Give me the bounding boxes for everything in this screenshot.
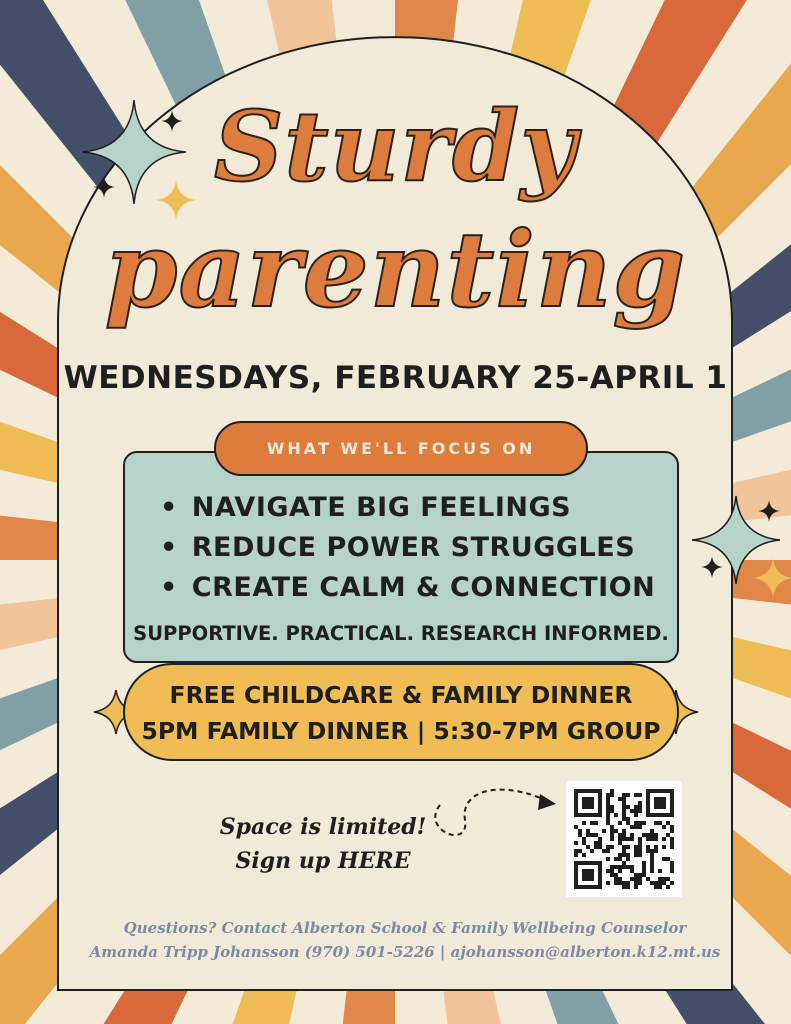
qr-module: [622, 861, 626, 865]
qr-module: [658, 885, 662, 889]
qr-module: [654, 845, 658, 849]
qr-module: [642, 821, 646, 825]
qr-module: [586, 845, 590, 849]
qr-module: [606, 845, 610, 849]
qr-module: [670, 825, 674, 829]
qr-module: [650, 881, 654, 885]
qr-module: [610, 845, 614, 849]
qr-module: [622, 833, 626, 837]
qr-module: [606, 817, 610, 821]
qr-module: [654, 881, 658, 885]
qr-module: [618, 869, 622, 873]
qr-module: [626, 881, 630, 885]
qr-module: [650, 849, 654, 853]
qr-module: [634, 881, 638, 885]
qr-module: [618, 833, 622, 837]
qr-module: [606, 849, 610, 853]
qr-module: [650, 829, 654, 833]
qr-module: [638, 837, 642, 841]
qr-module: [606, 801, 610, 805]
qr-module: [582, 837, 586, 841]
qr-module: [578, 833, 582, 837]
focus-item: • CREATE CALM & CONNECTION: [160, 568, 655, 608]
qr-module: [638, 853, 642, 857]
qr-module: [642, 873, 646, 877]
qr-module: [634, 873, 638, 877]
qr-module: [662, 881, 666, 885]
qr-module: [606, 857, 610, 861]
qr-module: [582, 869, 594, 881]
qr-module: [634, 853, 638, 857]
qr-module: [626, 817, 630, 821]
qr-module: [666, 857, 670, 861]
qr-module: [642, 833, 646, 837]
qr-module: [622, 853, 626, 857]
qr-module: [622, 817, 626, 821]
qr-module: [594, 845, 598, 849]
qr-module: [630, 865, 634, 869]
qr-module: [634, 849, 638, 853]
qr-module: [634, 877, 638, 881]
qr-module: [606, 809, 610, 813]
qr-module: [626, 857, 630, 861]
qr-module: [622, 829, 626, 833]
contact-line-1: Questions? Contact Alberton School & Family Wellbeing Counselor: [123, 919, 687, 937]
qr-module: [650, 861, 654, 865]
qr-module: [650, 833, 654, 837]
qr-module: [650, 853, 654, 857]
qr-module: [622, 881, 626, 885]
qr-module: [670, 837, 674, 841]
qr-module: [610, 789, 614, 793]
qr-module: [606, 813, 610, 817]
qr-module: [614, 881, 618, 885]
qr-module: [630, 877, 634, 881]
qr-module: [658, 881, 662, 885]
qr-module: [638, 793, 642, 797]
signup-line-1: Space is limited!: [219, 814, 427, 840]
qr-module: [606, 821, 610, 825]
qr-module: [602, 829, 606, 833]
qr-module: [626, 865, 630, 869]
qr-module: [638, 805, 642, 809]
qr-code-icon[interactable]: [566, 781, 682, 897]
dinner-line-1: FREE CHILDCARE & FAMILY DINNER: [169, 681, 633, 709]
qr-module: [662, 877, 666, 881]
title-line-2: parenting: [104, 208, 687, 331]
qr-module: [614, 873, 618, 877]
qr-module: [626, 853, 630, 857]
qr-module: [590, 849, 594, 853]
qr-module: [610, 825, 614, 829]
qr-module: [634, 821, 638, 825]
qr-module: [642, 869, 646, 873]
qr-module: [630, 825, 634, 829]
qr-module: [650, 857, 654, 861]
qr-module: [670, 865, 674, 869]
qr-module: [634, 885, 638, 889]
focus-list: [160, 488, 655, 608]
qr-module: [594, 821, 598, 825]
qr-module: [634, 825, 638, 829]
qr-module: [670, 861, 674, 865]
focus-item: • REDUCE POWER STRUGGLES: [160, 528, 655, 568]
qr-module: [618, 841, 622, 845]
qr-module: [638, 881, 642, 885]
qr-module: [610, 793, 614, 797]
qr-module: [622, 797, 626, 801]
qr-module: [650, 865, 654, 869]
signup-text[interactable]: [203, 810, 443, 878]
qr-module: [606, 869, 610, 873]
qr-module: [614, 865, 618, 869]
qr-module: [622, 793, 626, 797]
qr-module: [622, 837, 626, 841]
qr-module: [634, 809, 638, 813]
qr-module: [654, 837, 658, 841]
qr-module: [638, 873, 642, 877]
qr-module: [614, 829, 618, 833]
qr-module: [582, 841, 586, 845]
qr-module: [670, 845, 674, 849]
contact-line-2: Amanda Tripp Johansson (970) 501-5226 | ajohansson@alberton.k12.mt.us: [89, 943, 721, 961]
qr-module: [578, 849, 582, 853]
qr-module: [670, 841, 674, 845]
signup-line-2[interactable]: Sign up HERE: [235, 848, 411, 874]
qr-module: [670, 869, 674, 873]
qr-module: [638, 849, 642, 853]
qr-module: [638, 825, 642, 829]
qr-module: [630, 869, 634, 873]
qr-module: [614, 857, 618, 861]
qr-module: [650, 837, 654, 841]
qr-module: [586, 829, 590, 833]
qr-module: [610, 873, 614, 877]
qr-module: [626, 885, 630, 889]
qr-module: [662, 845, 666, 849]
qr-module: [666, 821, 670, 825]
focus-heading: WHAT WE'LL FOCUS ON: [214, 421, 588, 476]
qr-module: [622, 809, 626, 813]
qr-module: [630, 833, 634, 837]
qr-module: [670, 829, 674, 833]
qr-module: [646, 877, 650, 881]
qr-module: [622, 865, 626, 869]
qr-module: [642, 861, 646, 865]
qr-module: [610, 805, 614, 809]
qr-module: [590, 833, 594, 837]
qr-module: [670, 881, 674, 885]
title-line-1: Sturdy: [214, 90, 577, 203]
qr-module: [626, 793, 630, 797]
qr-module: [606, 793, 610, 797]
tagline: SUPPORTIVE. PRACTICAL. RESEARCH INFORMED.: [133, 622, 669, 645]
qr-module: [630, 837, 634, 841]
qr-module: [598, 845, 602, 849]
qr-module: [574, 849, 578, 853]
qr-module: [662, 837, 666, 841]
qr-module: [654, 849, 658, 853]
qr-module: [618, 865, 622, 869]
qr-module: [626, 805, 630, 809]
qr-module: [646, 849, 650, 853]
qr-module: [662, 825, 666, 829]
qr-module: [614, 813, 618, 817]
qr-module: [666, 833, 670, 837]
qr-module: [622, 849, 626, 853]
qr-module: [582, 821, 586, 825]
qr-module: [646, 845, 650, 849]
qr-module: [654, 833, 658, 837]
qr-module: [574, 841, 578, 845]
qr-module: [586, 833, 590, 837]
qr-module: [606, 797, 610, 801]
qr-module: [634, 813, 638, 817]
dinner-banner: [123, 663, 679, 761]
qr-module: [582, 797, 594, 809]
qr-module: [618, 857, 622, 861]
qr-module: [622, 801, 626, 805]
qr-module: [622, 885, 626, 889]
qr-module: [618, 853, 622, 857]
qr-module: [574, 853, 578, 857]
qr-module: [598, 837, 602, 841]
qr-module: [646, 833, 650, 837]
focus-item: • NAVIGATE BIG FEELINGS: [160, 488, 655, 528]
qr-module: [610, 809, 614, 813]
qr-module: [610, 837, 614, 841]
qr-module: [638, 845, 642, 849]
dinner-line-2: 5PM FAMILY DINNER | 5:30-7PM GROUP: [141, 717, 661, 745]
qr-module: [642, 865, 646, 869]
qr-module: [590, 821, 594, 825]
qr-module: [658, 869, 662, 873]
qr-module: [602, 849, 606, 853]
qr-module: [654, 797, 666, 809]
qr-module: [634, 805, 638, 809]
qr-module: [594, 841, 598, 845]
qr-module: [638, 841, 642, 845]
qr-module: [614, 877, 618, 881]
qr-module: [610, 833, 614, 837]
qr-module: [618, 877, 622, 881]
qr-module: [594, 833, 598, 837]
qr-module: [622, 805, 626, 809]
qr-module: [610, 829, 614, 833]
event-dates: WEDNESDAYS, FEBRUARY 25-APRIL 1: [63, 360, 728, 396]
qr-module: [618, 837, 622, 841]
qr-module: [650, 869, 654, 873]
qr-module: [598, 841, 602, 845]
qr-module: [606, 881, 610, 885]
qr-module: [662, 857, 666, 861]
qr-module: [578, 829, 582, 833]
qr-module: [630, 809, 634, 813]
qr-module: [638, 801, 642, 805]
qr-module: [638, 877, 642, 881]
contact-info: [60, 916, 750, 964]
qr-module: [626, 845, 630, 849]
qr-module: [574, 825, 578, 829]
qr-module: [610, 869, 614, 873]
qr-module: [658, 877, 662, 881]
qr-module: [610, 865, 614, 869]
qr-module: [618, 797, 622, 801]
qr-module: [618, 821, 622, 825]
qr-module: [626, 821, 630, 825]
qr-module: [618, 881, 622, 885]
qr-module: [658, 821, 662, 825]
qr-module: [626, 837, 630, 841]
qr-module: [638, 809, 642, 813]
qr-module: [654, 885, 658, 889]
qr-module: [654, 821, 658, 825]
qr-module: [666, 877, 670, 881]
qr-module: [638, 821, 642, 825]
qr-module: [606, 805, 610, 809]
qr-module: [582, 853, 586, 857]
qr-module: [622, 813, 626, 817]
qr-module: [634, 793, 638, 797]
qr-module: [622, 845, 626, 849]
qr-module: [666, 885, 670, 889]
qr-module: [634, 845, 638, 849]
qr-module: [646, 837, 650, 841]
